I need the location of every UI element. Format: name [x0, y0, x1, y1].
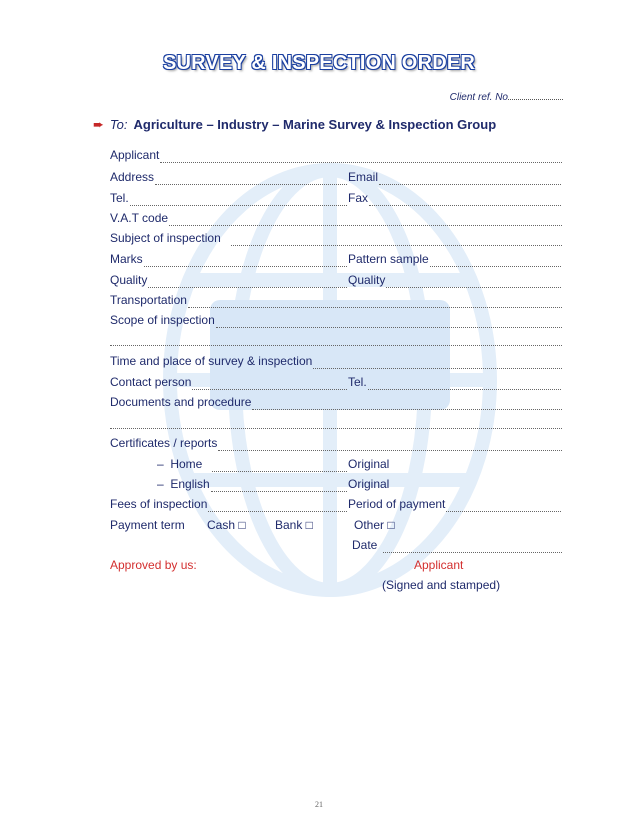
other-checkbox[interactable]: Other □ — [354, 518, 395, 532]
marks-label: Marks — [110, 252, 143, 266]
payment-term-row — [110, 517, 562, 533]
contact-label: Contact person — [110, 375, 192, 389]
address-field[interactable] — [155, 173, 347, 185]
fees-field[interactable] — [208, 500, 347, 512]
client-ref — [450, 91, 563, 103]
client-ref-field[interactable] — [508, 91, 563, 100]
tel2-row — [348, 374, 561, 390]
other-option[interactable] — [354, 517, 395, 533]
vat-label: V.A.T code — [110, 211, 169, 225]
period-field[interactable] — [446, 500, 561, 512]
period-label: Period of payment — [348, 497, 446, 511]
contact-row — [110, 374, 347, 390]
tel-field[interactable] — [130, 194, 347, 206]
page-title: SURVEY & INSPECTION ORDER — [162, 52, 476, 74]
fax-row — [348, 190, 561, 206]
arrow-right-icon: ➨ — [93, 117, 104, 132]
subject-label: Subject of inspection — [110, 231, 221, 245]
vat-row — [110, 210, 562, 226]
home-field[interactable] — [212, 460, 347, 472]
documents-row — [110, 394, 562, 410]
date-row — [352, 537, 562, 553]
time-place-label: Time and place of survey & inspection — [110, 354, 313, 368]
bank-option[interactable] — [275, 517, 313, 533]
email-label: Email — [348, 170, 379, 184]
applicant-row — [110, 147, 562, 163]
address-label: Address — [110, 170, 155, 184]
payment-term-label: Payment term — [110, 518, 185, 532]
quality1-label: Quality — [110, 273, 148, 287]
quality2-field[interactable] — [386, 276, 561, 288]
email-row — [348, 169, 561, 185]
original2-row — [348, 476, 389, 492]
transportation-label: Transportation — [110, 293, 187, 307]
scope-label: Scope of inspection — [110, 313, 215, 327]
pattern-field[interactable] — [430, 255, 561, 267]
fax-field[interactable] — [369, 194, 561, 206]
pattern-row — [348, 251, 561, 267]
scope-field[interactable] — [216, 316, 562, 328]
to-value: Agriculture – Industry – Marine Survey & Inspection Group — [133, 117, 497, 132]
quality2-row — [348, 272, 561, 288]
time-place-field[interactable] — [313, 357, 562, 369]
dash-icon: – — [157, 457, 171, 471]
subject-field[interactable] — [231, 234, 562, 246]
subject-row — [110, 230, 562, 246]
period-row — [348, 496, 561, 512]
scope-row — [110, 312, 562, 328]
scope-continuation-field[interactable] — [110, 334, 562, 346]
cash-option[interactable] — [207, 517, 246, 533]
documents-label: Documents and procedure — [110, 395, 252, 409]
home-row — [157, 456, 347, 472]
documents-continuation-row — [110, 413, 562, 429]
original1-row — [348, 456, 389, 472]
fees-row — [110, 496, 347, 512]
time-place-row — [110, 353, 562, 369]
contact-field[interactable] — [192, 378, 347, 390]
to-line — [93, 117, 496, 133]
email-field[interactable] — [379, 173, 561, 185]
applicant-label: Applicant — [110, 148, 160, 162]
transportation-field[interactable] — [188, 296, 562, 308]
english-field[interactable] — [211, 480, 347, 492]
quality1-field[interactable] — [148, 276, 347, 288]
quality1-row — [110, 272, 347, 288]
english-label: English — [170, 477, 210, 491]
vat-field[interactable] — [169, 214, 562, 226]
transportation-row — [110, 292, 562, 308]
applicant-field[interactable] — [160, 151, 562, 163]
dash-icon: – — [157, 477, 171, 491]
certificates-row — [110, 435, 562, 451]
original1-label: Original — [348, 457, 390, 471]
marks-row — [110, 251, 347, 267]
pattern-label: Pattern sample — [348, 252, 429, 266]
page-number: 21 — [315, 800, 323, 809]
bank-checkbox[interactable]: Bank □ — [275, 518, 313, 532]
cash-checkbox[interactable]: Cash □ — [207, 518, 246, 532]
tel2-field[interactable] — [368, 378, 561, 390]
english-row — [157, 476, 347, 492]
quality2-label: Quality — [348, 273, 386, 287]
client-ref-label: Client ref. No — [449, 92, 508, 103]
certificates-field[interactable] — [218, 439, 562, 451]
certificates-label: Certificates / reports — [110, 436, 218, 450]
fax-label: Fax — [348, 191, 369, 205]
date-field[interactable] — [383, 541, 562, 553]
tel-label: Tel. — [110, 191, 129, 205]
marks-field[interactable] — [144, 255, 347, 267]
approved-label: Approved by us: — [110, 558, 197, 572]
tel-row — [110, 190, 347, 206]
home-label: Home — [170, 457, 203, 471]
signed-stamped-note: (Signed and stamped) — [382, 578, 501, 592]
documents-field[interactable] — [252, 398, 562, 410]
to-label: To: — [109, 117, 128, 132]
date-label: Date — [352, 538, 378, 552]
applicant-signature-label: Applicant — [414, 558, 464, 572]
fees-label: Fees of inspection — [110, 497, 208, 511]
scope-continuation-row — [110, 330, 562, 346]
original2-label: Original — [348, 477, 390, 491]
documents-continuation-field[interactable] — [110, 417, 562, 429]
tel2-label: Tel. — [348, 375, 367, 389]
address-row — [110, 169, 347, 185]
